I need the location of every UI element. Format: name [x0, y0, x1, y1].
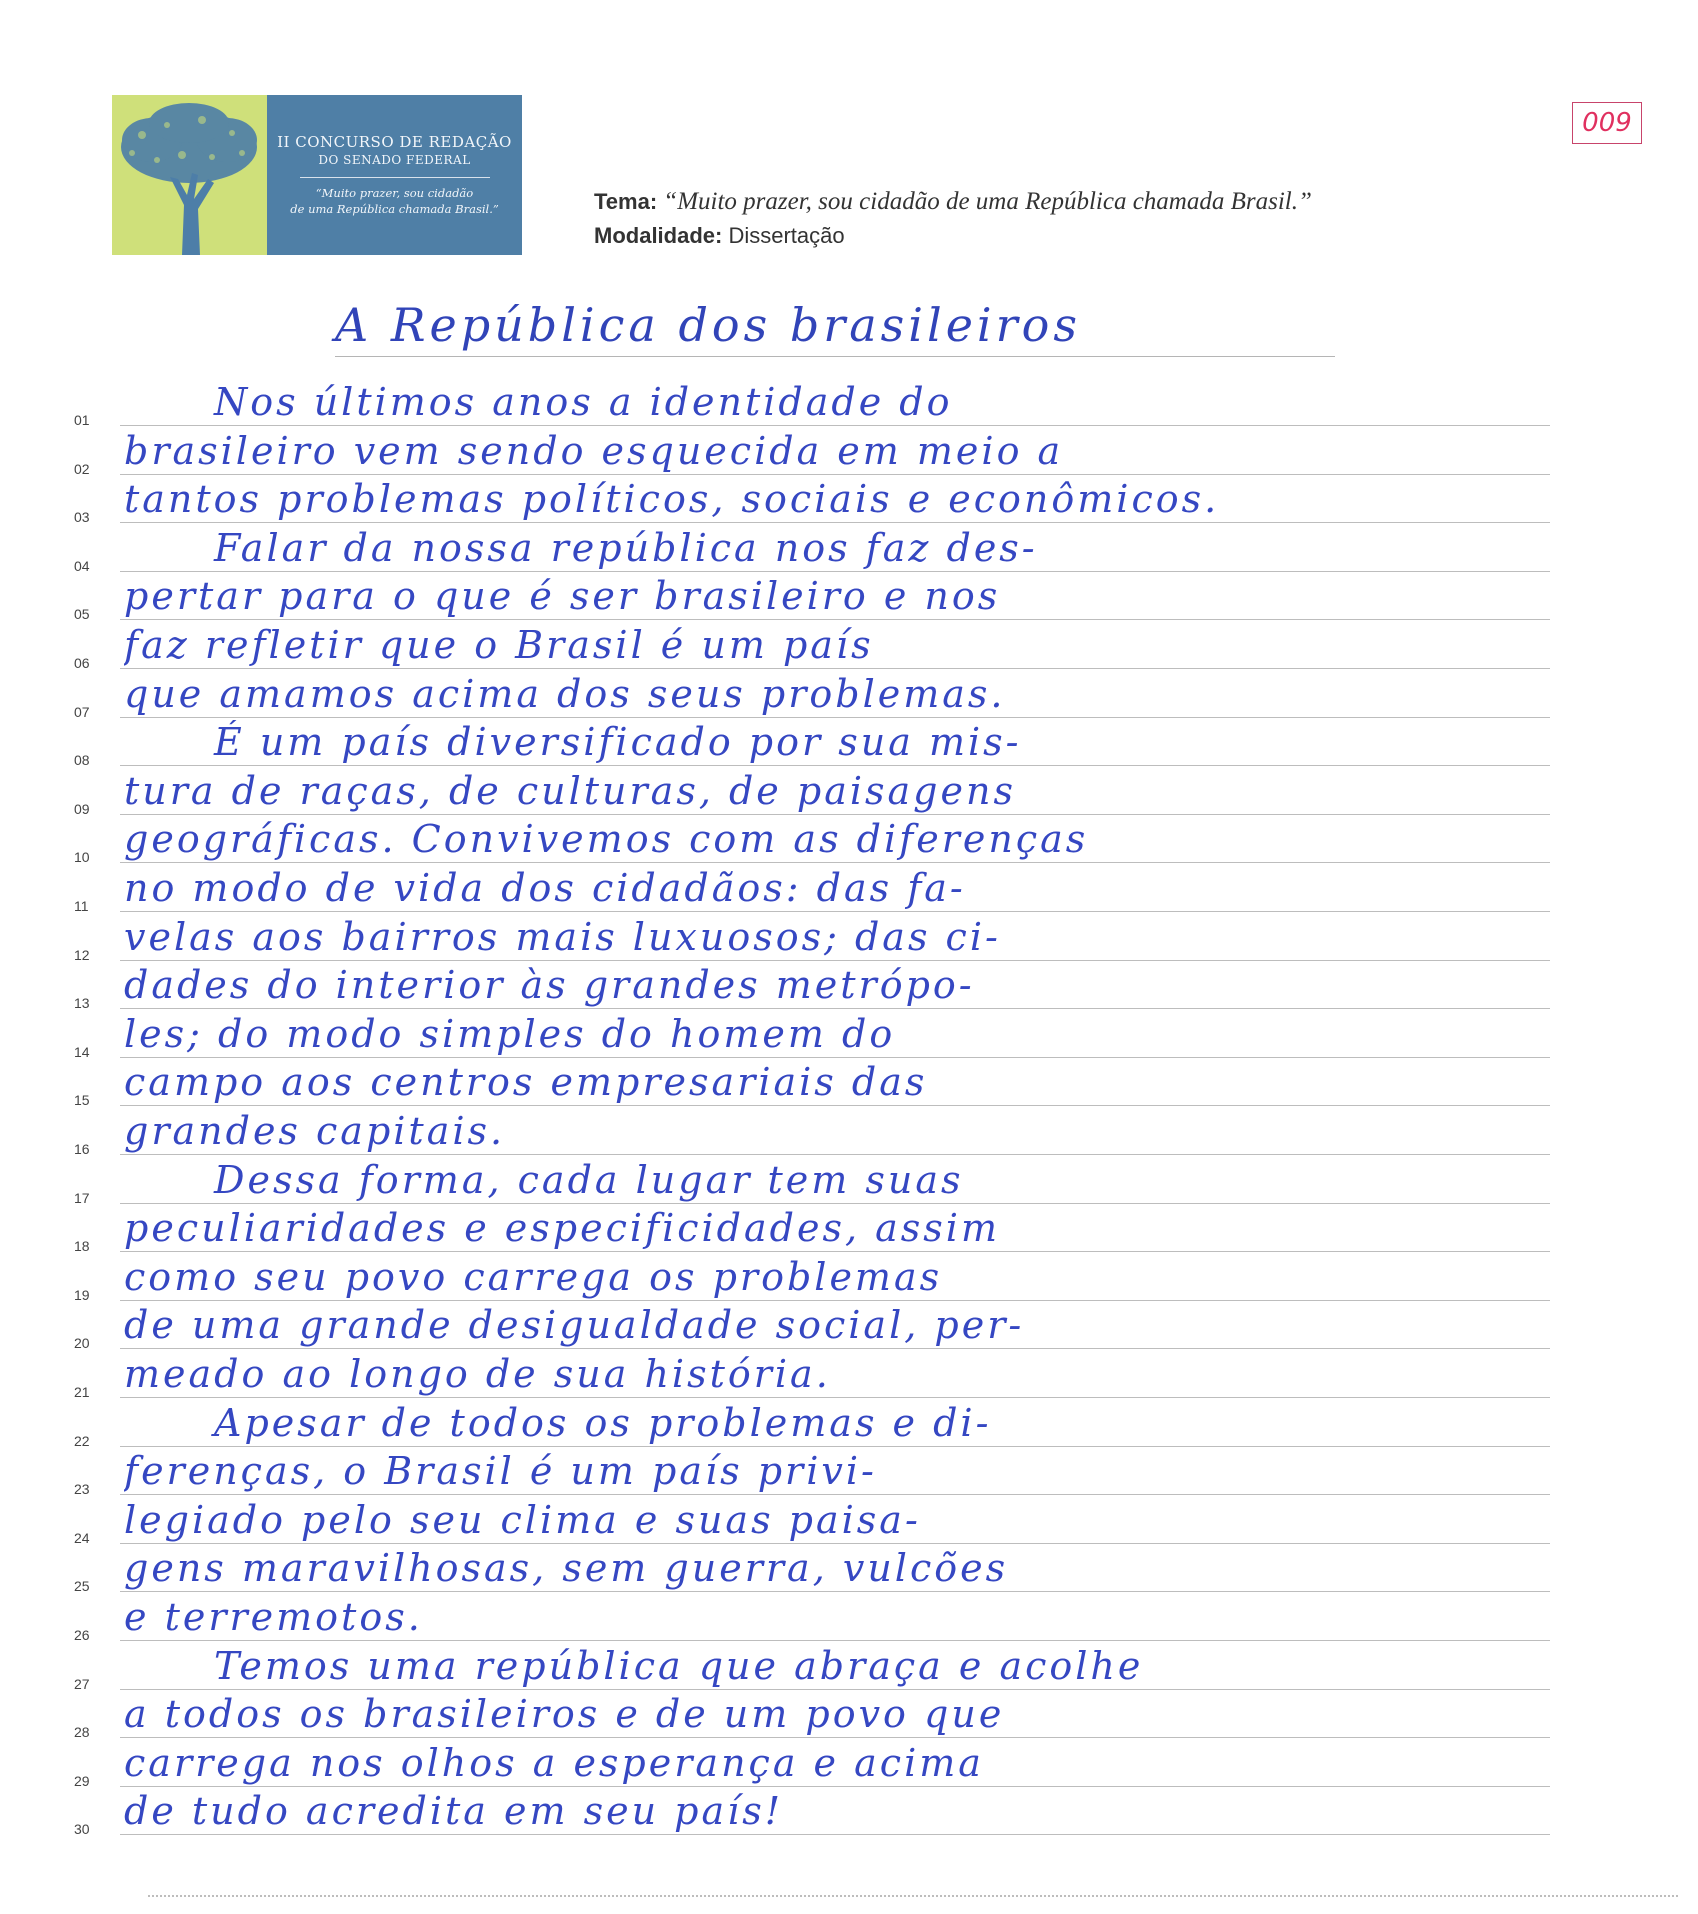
banner-title: II CONCURSO DE REDAÇÃO	[277, 132, 512, 151]
handwritten-text: tura de raças, de culturas, de paisagens	[124, 768, 1016, 813]
ruled-line	[120, 1640, 1550, 1641]
ruled-line	[120, 862, 1550, 863]
mode-line	[594, 219, 1312, 253]
line-number: 18	[74, 1238, 90, 1255]
line-number: 17	[74, 1189, 90, 1206]
ruled-line	[120, 1154, 1550, 1155]
ruled-line	[120, 1251, 1550, 1252]
ruled-line	[120, 1591, 1550, 1592]
ruled-line	[120, 1737, 1550, 1738]
theme-line	[594, 185, 1312, 219]
handwritten-text: gens maravilhosas, sem guerra, vulcões	[124, 1546, 1009, 1591]
theme-value: “Muito prazer, sou cidadão de uma República chamada Brasil.”	[663, 188, 1312, 215]
essay-line	[0, 1546, 1698, 1594]
footer-divider	[148, 1895, 1678, 1897]
line-number: 29	[74, 1772, 90, 1789]
handwritten-text: meado ao longo de sua história.	[124, 1352, 831, 1396]
handwritten-text: ferenças, o Brasil é um país privi-	[124, 1449, 877, 1494]
handwritten-text: tantos problemas políticos, sociais e econômicos.	[124, 477, 1220, 522]
ruled-line	[120, 668, 1550, 669]
handwritten-text: Temos uma república que abraça e acolhe	[214, 1643, 1144, 1688]
handwritten-text: no modo de vida dos cidadãos: das fa-	[124, 866, 966, 910]
handwritten-text: les; do modo simples do homem do	[124, 1011, 896, 1056]
ruled-line	[120, 474, 1550, 475]
banner-quote-line-2: de uma República chamada Brasil.”	[290, 201, 499, 216]
essay-line	[0, 429, 1698, 477]
handwritten-text: e terremotos.	[124, 1595, 423, 1639]
line-number: 13	[74, 995, 90, 1012]
line-number: 30	[74, 1821, 90, 1838]
ruled-line	[120, 1834, 1550, 1835]
handwritten-text: geográficas. Convivemos com as diferenças	[124, 817, 1089, 862]
line-number: 28	[74, 1724, 90, 1741]
line-number: 04	[74, 557, 90, 574]
essay-line	[0, 672, 1698, 720]
line-number: 08	[74, 752, 90, 769]
title-rule	[335, 356, 1335, 357]
handwritten-text: É um país diversificado por sua mis-	[214, 720, 1022, 765]
handwritten-text: campo aos centros empresariais das	[124, 1060, 928, 1105]
handwritten-text: brasileiro vem sendo esquecida em meio a	[124, 428, 1064, 473]
handwritten-text: grandes capitais.	[124, 1109, 506, 1153]
line-number: 23	[74, 1481, 90, 1498]
ruled-line	[120, 1494, 1550, 1495]
handwritten-text: pertar para o que é ser brasileiro e nos	[124, 574, 1001, 619]
handwritten-text: Apesar de todos os problemas e di-	[214, 1400, 992, 1445]
handwritten-text: Falar da nossa república nos faz des-	[214, 525, 1038, 570]
handwritten-text: que amamos acima dos seus problemas.	[124, 671, 1006, 716]
line-number: 27	[74, 1675, 90, 1692]
line-number: 15	[74, 1092, 90, 1109]
essay-line	[0, 1449, 1698, 1497]
banner-subtitle: DO SENADO FEDERAL	[318, 152, 471, 167]
essay-line	[0, 1789, 1698, 1837]
ruled-line	[120, 1543, 1550, 1544]
ruled-line	[120, 1348, 1550, 1349]
handwritten-text: faz refletir que o Brasil é um país	[124, 623, 874, 667]
ruled-line	[120, 1203, 1550, 1204]
essay-line	[0, 1401, 1698, 1449]
line-number: 01	[74, 412, 90, 428]
essay-line	[0, 963, 1698, 1011]
line-number: 20	[74, 1335, 90, 1352]
ruled-line	[120, 1446, 1550, 1447]
tree-icon	[112, 95, 267, 255]
ruled-line	[120, 619, 1550, 620]
ruled-line	[120, 1786, 1550, 1787]
banner-divider	[300, 177, 490, 178]
ruled-line	[120, 571, 1550, 572]
handwritten-text: a todos os brasileiros e de um povo que	[124, 1692, 1005, 1737]
ruled-line	[120, 1689, 1550, 1690]
essay-line	[0, 1352, 1698, 1400]
line-number: 05	[74, 606, 90, 623]
ruled-line	[120, 1057, 1550, 1058]
banner-text-panel	[267, 95, 522, 255]
ruled-line	[120, 911, 1550, 912]
essay-meta	[594, 185, 1312, 253]
essay-line	[0, 1595, 1698, 1643]
ruled-line	[120, 765, 1550, 766]
line-number: 24	[74, 1529, 90, 1546]
essay-line	[0, 1255, 1698, 1303]
essay-line	[0, 720, 1698, 768]
ruled-line	[120, 814, 1550, 815]
line-number: 26	[74, 1627, 90, 1643]
line-number: 09	[74, 800, 90, 817]
essay-line	[0, 1060, 1698, 1108]
theme-label: Tema:	[594, 189, 658, 214]
ruled-line	[120, 1397, 1550, 1398]
essay-line	[0, 915, 1698, 963]
line-number: 19	[74, 1286, 90, 1303]
line-number: 12	[74, 946, 90, 963]
handwritten-text: como seu povo carrega os problemas	[124, 1254, 943, 1299]
handwritten-text: peculiaridades e especificidades, assim	[124, 1206, 1000, 1251]
essay-line	[0, 477, 1698, 525]
ruled-line	[120, 717, 1550, 718]
tree-logo	[112, 95, 267, 255]
essay-line	[0, 1158, 1698, 1206]
essay-line	[0, 1206, 1698, 1254]
line-number: 03	[74, 509, 90, 526]
mode-label: Modalidade:	[594, 223, 723, 248]
line-number: 07	[74, 703, 90, 720]
ruled-line	[120, 1105, 1550, 1106]
essay-line	[0, 574, 1698, 622]
line-number: 10	[74, 849, 90, 866]
essay-line	[0, 1692, 1698, 1740]
line-number: 11	[74, 898, 89, 914]
handwritten-text: Nos últimos anos a identidade do	[214, 380, 953, 424]
banner-quote-line-1: “Muito prazer, sou cidadão	[315, 185, 474, 200]
line-number: 22	[74, 1432, 90, 1449]
handwritten-text: legiado pelo seu clima e suas paisa-	[124, 1497, 921, 1542]
ruled-line	[120, 522, 1550, 523]
essay-line	[0, 1644, 1698, 1692]
essay-line	[0, 817, 1698, 865]
essay-line	[0, 866, 1698, 914]
line-number: 02	[74, 460, 90, 477]
essay-line	[0, 1303, 1698, 1351]
essay-line	[0, 1109, 1698, 1157]
ruled-line	[120, 425, 1550, 426]
handwritten-text: carrega nos olhos a esperança e acima	[124, 1740, 984, 1785]
line-number: 16	[74, 1141, 90, 1157]
line-number: 14	[74, 1043, 90, 1060]
essay-title: A República dos brasileiros	[335, 298, 1081, 352]
essay-line	[0, 1498, 1698, 1546]
line-number: 06	[74, 655, 90, 671]
essay-line	[0, 1012, 1698, 1060]
contest-banner	[112, 95, 522, 255]
handwritten-text: de tudo acredita em seu país!	[124, 1789, 784, 1834]
ruled-line	[120, 960, 1550, 961]
essay-line	[0, 769, 1698, 817]
handwritten-text: de uma grande desigualdade social, per-	[124, 1303, 1025, 1348]
handwritten-text: velas aos bairros mais luxuosos; das ci-	[124, 914, 1001, 959]
line-number: 21	[74, 1384, 90, 1400]
ruled-line	[120, 1300, 1550, 1301]
essay-line	[0, 1741, 1698, 1789]
essay-line	[0, 380, 1698, 428]
line-number: 25	[74, 1578, 90, 1595]
essay-line	[0, 623, 1698, 671]
handwritten-text: dades do interior às grandes metrópo-	[124, 963, 975, 1008]
mode-value: Dissertação	[728, 223, 845, 248]
handwritten-text: Dessa forma, cada lugar tem suas	[214, 1157, 964, 1202]
page-number-stamp: 009	[1572, 102, 1642, 144]
ruled-line	[120, 1008, 1550, 1009]
essay-line	[0, 526, 1698, 574]
